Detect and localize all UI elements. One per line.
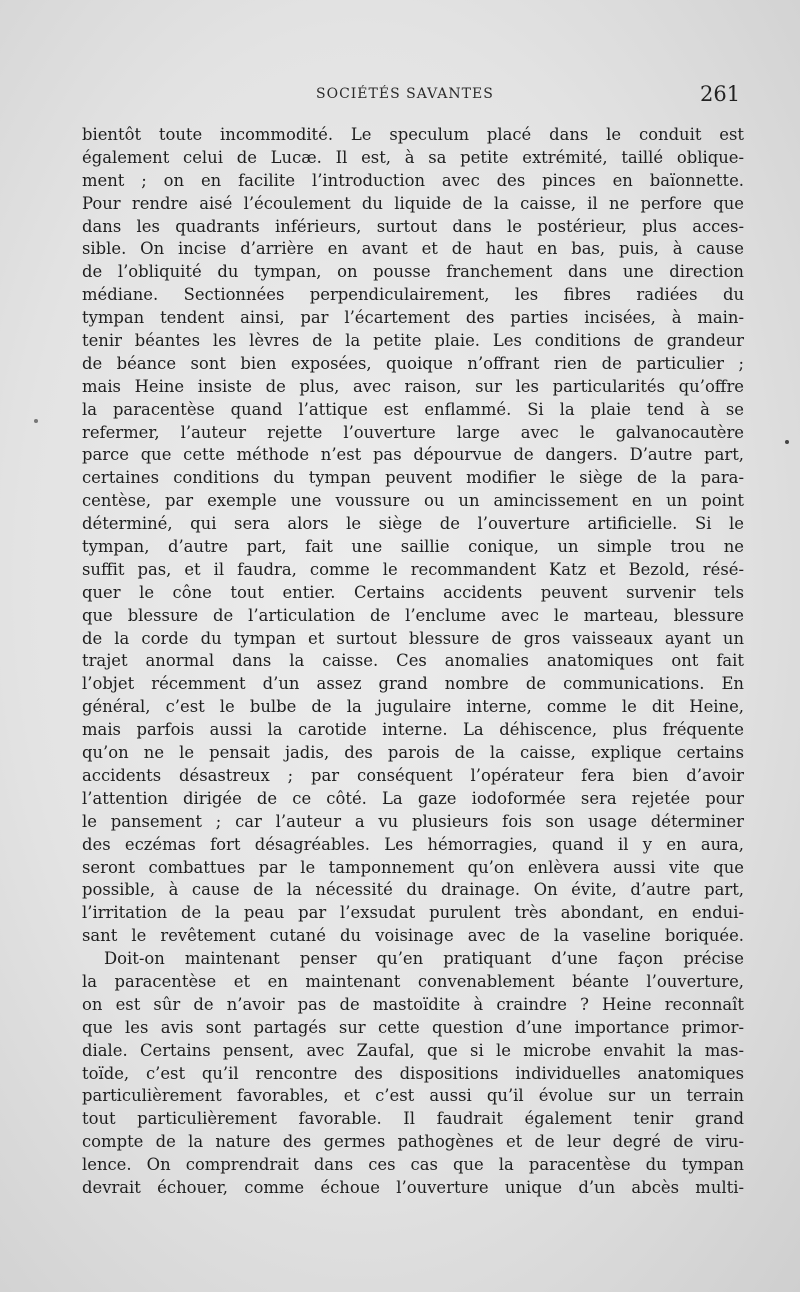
text-line: tout particulièrement favorable. Il faudrait également tenir grand [82, 1109, 744, 1129]
text-line: l’irritation de la peau par l’exsudat purulent très abondant, en endui- [82, 903, 744, 923]
body-text [82, 124, 744, 1200]
text-line: mais parfois aussi la carotide interne. La déhiscence, plus fréquente [82, 720, 744, 740]
text-line: bientôt toute incommodité. Le speculum placé dans le conduit est [82, 125, 744, 144]
text-line: devrait échouer, comme échoue l’ouverture unique d’un abcès multi- [82, 1177, 744, 1197]
text-line: la paracentèse et en maintenant convenablement béante l’ouverture, [82, 971, 744, 991]
running-head: SOCIÉTÉS SAVANTES [316, 86, 494, 102]
text-line: de l’obliquité du tympan, on pousse franchement dans une direction [82, 262, 744, 282]
text-line: général, c’est le bulbe de la jugulaire interne, comme le dit Heine, [82, 697, 744, 717]
text-line: Pour rendre aisé l’écoulement du liquide de la caisse, il ne perfore que [82, 193, 744, 213]
text-line: certaines conditions du tympan peuvent modifier le siège de la para- [82, 468, 744, 488]
text-line: des eczémas fort désagréables. Les hémorragies, quand il y en aura, [82, 834, 744, 854]
text-line: dans les quadrants inférieurs, surtout dans le postérieur, plus acces- [82, 216, 744, 236]
text-line: centèse, par exemple une voussure ou un amincissement en un point [82, 491, 744, 511]
text-line: on est sûr de n’avoir pas de mastoïdite à craindre ? Heine reconnaît [82, 994, 744, 1014]
page-number: 261 [700, 82, 741, 106]
text-line: compte de la nature des germes pathogènes et de leur degré de viru- [82, 1132, 744, 1152]
text-line: l’attention dirigée de ce côté. La gaze iodoformée sera rejetée pour [82, 788, 744, 808]
paragraph-start-line: Doit-on maintenant penser qu’en pratiquant d’une façon précise [104, 949, 744, 969]
text-line: tympan tendent ainsi, par l’écartement des parties incisées, à main- [82, 308, 744, 328]
text-line: lence. On comprendrait dans ces cas que la paracentèse du tympan [82, 1155, 744, 1175]
text-line: également celui de Lucæ. Il est, à sa petite extrémité, taillé oblique- [82, 147, 744, 167]
text-line: suffit pas, et il faudra, comme le recommandent Katz et Bezold, résé- [82, 559, 744, 579]
text-line: déterminé, qui sera alors le siège de l’ouverture artificielle. Si le [82, 514, 744, 534]
text-line: médiane. Sectionnées perpendiculairement, les fibres radiées du [82, 285, 744, 305]
text-line: refermer, l’auteur rejette l’ouverture large avec le galvanocautère [82, 422, 744, 442]
text-line: sible. On incise d’arrière en avant et de haut en bas, puis, à cause [82, 239, 744, 259]
text-line: qu’on ne le pensait jadis, des parois de la caisse, explique certains [82, 743, 744, 763]
text-line: tenir béantes les lèvres de la petite plaie. Les conditions de grandeur [82, 331, 744, 351]
text-line: accidents désastreux ; par conséquent l’opérateur fera bien d’avoir [82, 765, 744, 785]
text-line: diale. Certains pensent, avec Zaufal, que si le microbe envahit la mas- [82, 1040, 744, 1060]
margin-speck [34, 419, 38, 423]
text-line: particulièrement favorables, et c’est aussi qu’il évolue sur un terrain [82, 1086, 744, 1106]
text-line: l’objet récemment d’un assez grand nombre de communications. En [82, 674, 744, 694]
text-line: seront combattues par le tamponnement qu’on enlèvera aussi vite que [82, 857, 744, 877]
text-line: possible, à cause de la nécessité du drainage. On évite, d’autre part, [82, 880, 744, 900]
text-line: que les avis sont partagés sur cette question d’une importance primor- [82, 1017, 744, 1037]
text-line: la paracentèse quand l’attique est enflammé. Si la plaie tend à se [82, 399, 744, 419]
text-line: quer le cône tout entier. Certains accidents peuvent survenir tels [82, 582, 744, 602]
text-line: tympan, d’autre part, fait une saillie conique, un simple trou ne [82, 537, 744, 557]
text-line: parce que cette méthode n’est pas dépourvue de dangers. D’autre part, [82, 445, 744, 465]
margin-speck [785, 440, 789, 444]
text-line: de la corde du tympan et surtout blessure de gros vaisseaux ayant un [82, 628, 744, 648]
text-line: toïde, c’est qu’il rencontre des dispositions individuelles anatomiques [82, 1063, 744, 1083]
text-line: le pansement ; car l’auteur a vu plusieurs fois son usage déterminer [82, 811, 744, 831]
text-line: trajet anormal dans la caisse. Ces anomalies anatomiques ont fait [82, 651, 744, 671]
text-line: ment ; on en facilite l’introduction avec des pinces en baïonnette. [82, 170, 744, 190]
text-line: mais Heine insiste de plus, avec raison, sur les particularités qu’offre [82, 376, 744, 396]
text-line: sant le revêtement cutané du voisinage avec de la vaseline boriquée. [82, 926, 744, 946]
text-line: que blessure de l’articulation de l’enclume avec le marteau, blessure [82, 605, 744, 625]
text-line: de béance sont bien exposées, quoique n’offrant rien de particulier ; [82, 353, 744, 373]
